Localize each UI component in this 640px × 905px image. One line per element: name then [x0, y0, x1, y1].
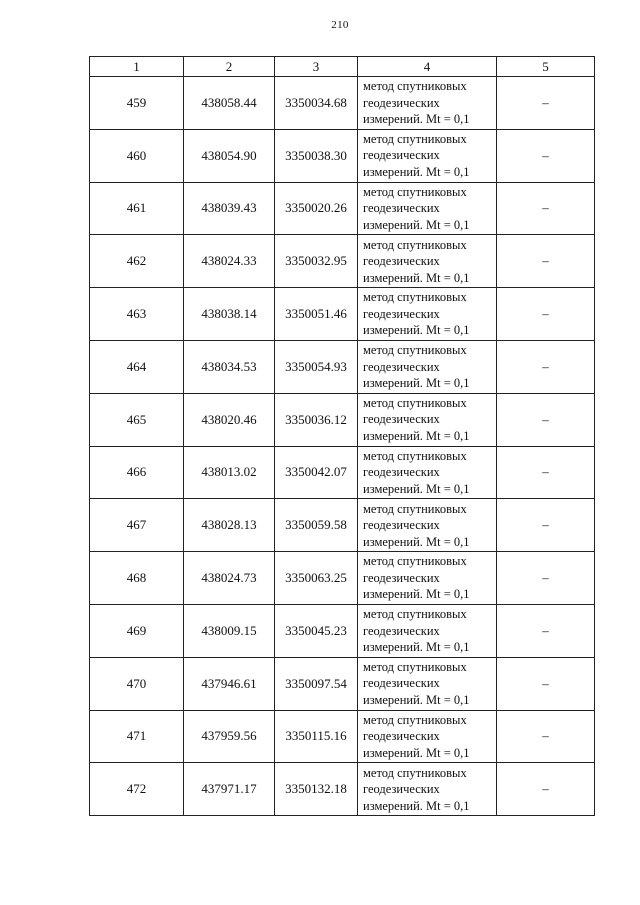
- method-cell: [358, 77, 497, 130]
- note-cell: –: [497, 763, 595, 816]
- method-line: измерений. Mt = 0,1: [363, 798, 470, 813]
- method-line: метод спутниковых: [363, 554, 467, 569]
- y-coordinate-cell: 3350034.68: [275, 77, 358, 130]
- method-line: измерений. Mt = 0,1: [363, 692, 470, 707]
- column-header-3: 3: [275, 57, 358, 77]
- method-line: геодезических: [363, 623, 440, 638]
- method-line: метод спутниковых: [363, 448, 467, 463]
- page-number: 210: [331, 19, 349, 31]
- note-cell: –: [497, 710, 595, 763]
- column-header-2: 2: [184, 57, 275, 77]
- x-coordinate-cell: 438024.33: [184, 235, 275, 288]
- x-coordinate-cell: 438009.15: [184, 604, 275, 657]
- method-line: измерений. Mt = 0,1: [363, 745, 470, 760]
- method-line: измерений. Mt = 0,1: [363, 270, 470, 285]
- x-coordinate-cell: 438028.13: [184, 499, 275, 552]
- method-line: измерений. Mt = 0,1: [363, 217, 470, 232]
- coordinates-table: [89, 56, 595, 816]
- note-cell: –: [497, 340, 595, 393]
- point-number-cell: 463: [90, 288, 184, 341]
- method-cell: [358, 393, 497, 446]
- table-row: [90, 288, 595, 341]
- method-line: геодезических: [363, 201, 440, 216]
- point-number-cell: 471: [90, 710, 184, 763]
- y-coordinate-cell: 3350132.18: [275, 763, 358, 816]
- note-cell: –: [497, 235, 595, 288]
- method-cell: [358, 340, 497, 393]
- method-line: метод спутниковых: [363, 501, 467, 516]
- method-line: метод спутниковых: [363, 712, 467, 727]
- method-line: геодезических: [363, 254, 440, 269]
- method-line: метод спутниковых: [363, 607, 467, 622]
- table-row: [90, 77, 595, 130]
- y-coordinate-cell: 3350042.07: [275, 446, 358, 499]
- table-row: [90, 657, 595, 710]
- note-cell: –: [497, 446, 595, 499]
- method-line: измерений. Mt = 0,1: [363, 481, 470, 496]
- method-line: метод спутниковых: [363, 237, 467, 252]
- note-cell: –: [497, 77, 595, 130]
- y-coordinate-cell: 3350020.26: [275, 182, 358, 235]
- method-line: геодезических: [363, 412, 440, 427]
- note-cell: –: [497, 604, 595, 657]
- y-coordinate-cell: 3350115.16: [275, 710, 358, 763]
- point-number-cell: 462: [90, 235, 184, 288]
- point-number-cell: 467: [90, 499, 184, 552]
- point-number-cell: 459: [90, 77, 184, 130]
- point-number-cell: 466: [90, 446, 184, 499]
- method-cell: [358, 182, 497, 235]
- x-coordinate-cell: 438039.43: [184, 182, 275, 235]
- method-line: геодезических: [363, 306, 440, 321]
- table-row: [90, 710, 595, 763]
- point-number-cell: 464: [90, 340, 184, 393]
- table-row: [90, 182, 595, 235]
- method-line: метод спутниковых: [363, 184, 467, 199]
- note-cell: –: [497, 552, 595, 605]
- method-line: геодезических: [363, 148, 440, 163]
- x-coordinate-cell: 438034.53: [184, 340, 275, 393]
- point-number-cell: 469: [90, 604, 184, 657]
- method-line: измерений. Mt = 0,1: [363, 534, 470, 549]
- method-line: измерений. Mt = 0,1: [363, 376, 470, 391]
- note-cell: –: [497, 657, 595, 710]
- method-cell: [358, 129, 497, 182]
- method-cell: [358, 552, 497, 605]
- method-cell: [358, 288, 497, 341]
- note-cell: –: [497, 182, 595, 235]
- method-line: геодезических: [363, 782, 440, 796]
- method-line: измерений. Mt = 0,1: [363, 587, 470, 602]
- note-cell: –: [497, 129, 595, 182]
- column-header-5: 5: [497, 57, 595, 77]
- note-cell: –: [497, 499, 595, 552]
- method-line: геодезических: [363, 95, 440, 110]
- y-coordinate-cell: 3350097.54: [275, 657, 358, 710]
- point-number-cell: 470: [90, 657, 184, 710]
- table-row: [90, 499, 595, 552]
- method-line: метод спутниковых: [363, 131, 467, 146]
- method-cell: [358, 446, 497, 499]
- method-line: геодезических: [363, 676, 440, 691]
- y-coordinate-cell: 3350032.95: [275, 235, 358, 288]
- y-coordinate-cell: 3350059.58: [275, 499, 358, 552]
- table-row: [90, 604, 595, 657]
- method-line: геодезических: [363, 729, 440, 744]
- table-row: [90, 129, 595, 182]
- method-line: геодезических: [363, 570, 440, 585]
- y-coordinate-cell: 3350054.93: [275, 340, 358, 393]
- table-row: [90, 446, 595, 499]
- table-row: [90, 763, 595, 816]
- x-coordinate-cell: 438038.14: [184, 288, 275, 341]
- point-number-cell: 460: [90, 129, 184, 182]
- method-line: метод спутниковых: [363, 659, 467, 674]
- method-cell: [358, 710, 497, 763]
- method-line: метод спутниковых: [363, 79, 467, 94]
- method-line: измерений. Mt = 0,1: [363, 428, 470, 443]
- y-coordinate-cell: 3350063.25: [275, 552, 358, 605]
- table-row: [90, 393, 595, 446]
- method-line: метод спутниковых: [363, 395, 467, 410]
- x-coordinate-cell: 438058.44: [184, 77, 275, 130]
- table-row: [90, 235, 595, 288]
- method-cell: [358, 657, 497, 710]
- method-line: измерений. Mt = 0,1: [363, 164, 470, 179]
- y-coordinate-cell: 3350045.23: [275, 604, 358, 657]
- point-number-cell: 468: [90, 552, 184, 605]
- method-cell: [358, 604, 497, 657]
- column-header-4: 4: [358, 57, 497, 77]
- method-cell: [358, 763, 497, 816]
- x-coordinate-cell: 437971.17: [184, 763, 275, 816]
- point-number-cell: 472: [90, 763, 184, 816]
- point-number-cell: 465: [90, 393, 184, 446]
- x-coordinate-cell: 438054.90: [184, 129, 275, 182]
- x-coordinate-cell: 438013.02: [184, 446, 275, 499]
- method-line: метод спутниковых: [363, 765, 467, 780]
- method-line: измерений. Mt = 0,1: [363, 323, 470, 338]
- method-line: измерений. Mt = 0,1: [363, 640, 470, 655]
- table-body: [90, 77, 595, 816]
- y-coordinate-cell: 3350038.30: [275, 129, 358, 182]
- y-coordinate-cell: 3350051.46: [275, 288, 358, 341]
- method-cell: [358, 499, 497, 552]
- x-coordinate-cell: 438020.46: [184, 393, 275, 446]
- point-number-cell: 461: [90, 182, 184, 235]
- table-row: [90, 552, 595, 605]
- table-row: [90, 340, 595, 393]
- x-coordinate-cell: 437946.61: [184, 657, 275, 710]
- method-cell: [358, 235, 497, 288]
- method-line: геодезических: [363, 359, 440, 374]
- method-line: измерений. Mt = 0,1: [363, 112, 470, 127]
- y-coordinate-cell: 3350036.12: [275, 393, 358, 446]
- note-cell: –: [497, 288, 595, 341]
- method-line: геодезических: [363, 518, 440, 533]
- x-coordinate-cell: 438024.73: [184, 552, 275, 605]
- method-line: метод спутниковых: [363, 343, 467, 358]
- note-cell: –: [497, 393, 595, 446]
- method-line: геодезических: [363, 465, 440, 480]
- x-coordinate-cell: 437959.56: [184, 710, 275, 763]
- table-header-row: [90, 57, 595, 77]
- method-line: метод спутниковых: [363, 290, 467, 305]
- column-header-1: 1: [90, 57, 184, 77]
